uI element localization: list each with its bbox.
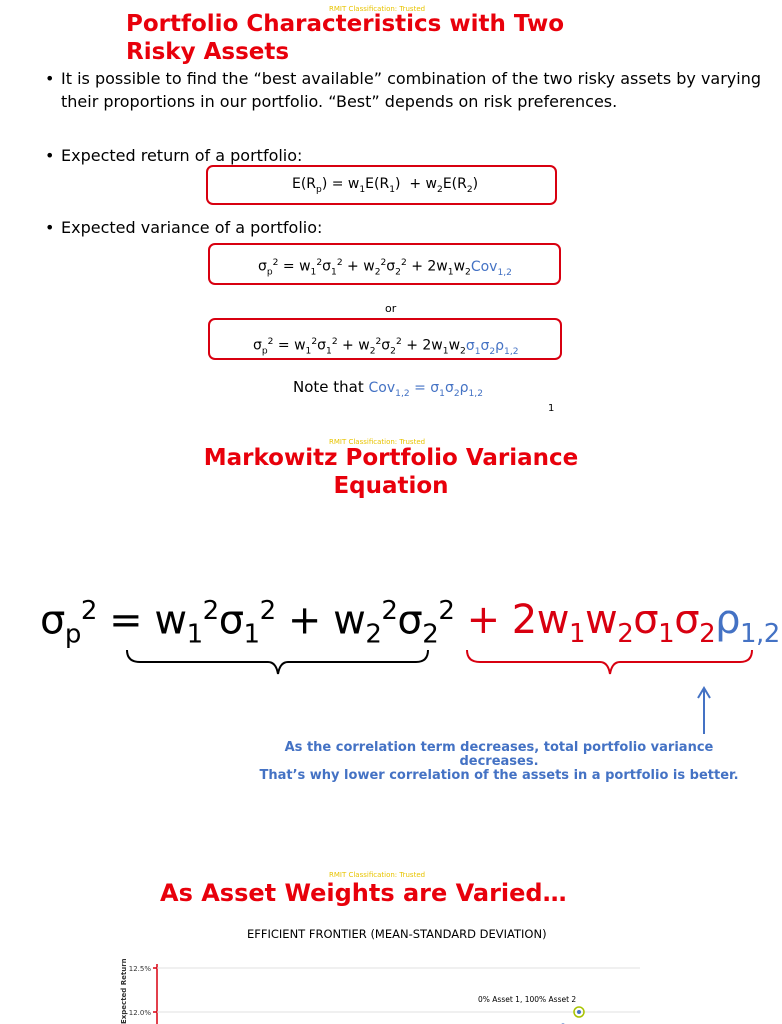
title-line-2: Risky Assets xyxy=(126,39,290,65)
note-line-2: decreases. xyxy=(459,754,539,769)
point-annotation: 0% Asset 1, 100% Asset 2 xyxy=(478,995,577,1004)
bullet-dot: • xyxy=(45,69,55,88)
bullet-text-line-2: their proportions in our portfolio. “Best” depends on risk preferences. xyxy=(61,92,618,111)
note-prefix: Note that xyxy=(293,378,364,396)
chart-title: EFFICIENT FRONTIER (MEAN-STANDARD DEVIATION) xyxy=(247,927,547,941)
slide-2 xyxy=(0,430,780,850)
correlation-note xyxy=(240,741,758,783)
covariance-term-brace xyxy=(467,650,752,674)
classification-label: RMIT Classification: Trusted xyxy=(329,5,426,13)
variance-formula-rho: $\sigma_p^2 = w_1^2\sigma_1^2 + w_2^2\sigma_2^2 + 2w_1w_2\sigma_1\sigma_2\rho_{1,2}$ xyxy=(253,337,519,357)
note-line-3: That’s why lower correlation of the assets in a portfolio is better. xyxy=(259,768,739,783)
slide-title xyxy=(0,444,782,500)
title-line-1: Markowitz Portfolio Variance xyxy=(203,445,579,471)
classification-label: RMIT Classification: Trusted xyxy=(329,871,426,879)
markowitz-equation: $\sigma_p^2 = w_1^2\sigma_1^2 + w_2^2\sigma_2^2 + 2w_1w_2\sigma_1\sigma_2\rho_{1,2}$ xyxy=(40,596,780,650)
bullet-dot: • xyxy=(45,218,55,237)
y-tick-label: 12.0% xyxy=(128,1009,151,1017)
covariance-note: Note that $Cov_{1,2} = \sigma_1\sigma_2\rho_{1,2}$ xyxy=(293,378,483,399)
efficient-frontier-chart xyxy=(0,860,768,1024)
y-axis-label: Expected Return xyxy=(120,958,128,1024)
bullet-text-line-1: It is possible to find the “best available” combination of the two risky assets by varying xyxy=(61,69,762,88)
page-number: 1 xyxy=(548,403,555,414)
slide-1 xyxy=(0,0,768,420)
note-line-1: As the correlation term decreases, total portfolio variance xyxy=(284,740,714,755)
variance-terms-brace xyxy=(127,650,428,674)
or-label: or xyxy=(385,302,397,315)
equation-braces xyxy=(0,640,768,720)
title-line-2: Equation xyxy=(333,473,449,499)
y-tick-label: 12.5% xyxy=(128,965,151,973)
bullet-dot: • xyxy=(45,146,55,165)
highlight-point xyxy=(577,1010,581,1014)
variance-formula-cov: $\sigma_p^2 = w_1^2\sigma_1^2 + w_2^2\sigma_2^2 + 2w_1w_2Cov_{1,2}$ xyxy=(258,258,512,278)
bullet-text: Expected variance of a portfolio: xyxy=(61,218,323,237)
slide-3 xyxy=(0,860,768,1024)
title-line-1: Portfolio Characteristics with Two xyxy=(126,11,565,37)
slide-title xyxy=(126,10,564,66)
slide-title: As Asset Weights are Varied… xyxy=(160,879,567,907)
expected-return-formula: $E(R_p) = w_1E(R_1) + w_2E(R_2)$ xyxy=(292,176,479,195)
up-arrow-icon xyxy=(694,686,714,736)
bullet-text: Expected return of a portfolio: xyxy=(61,146,303,165)
classification-label: RMIT Classification: Trusted xyxy=(329,438,426,446)
